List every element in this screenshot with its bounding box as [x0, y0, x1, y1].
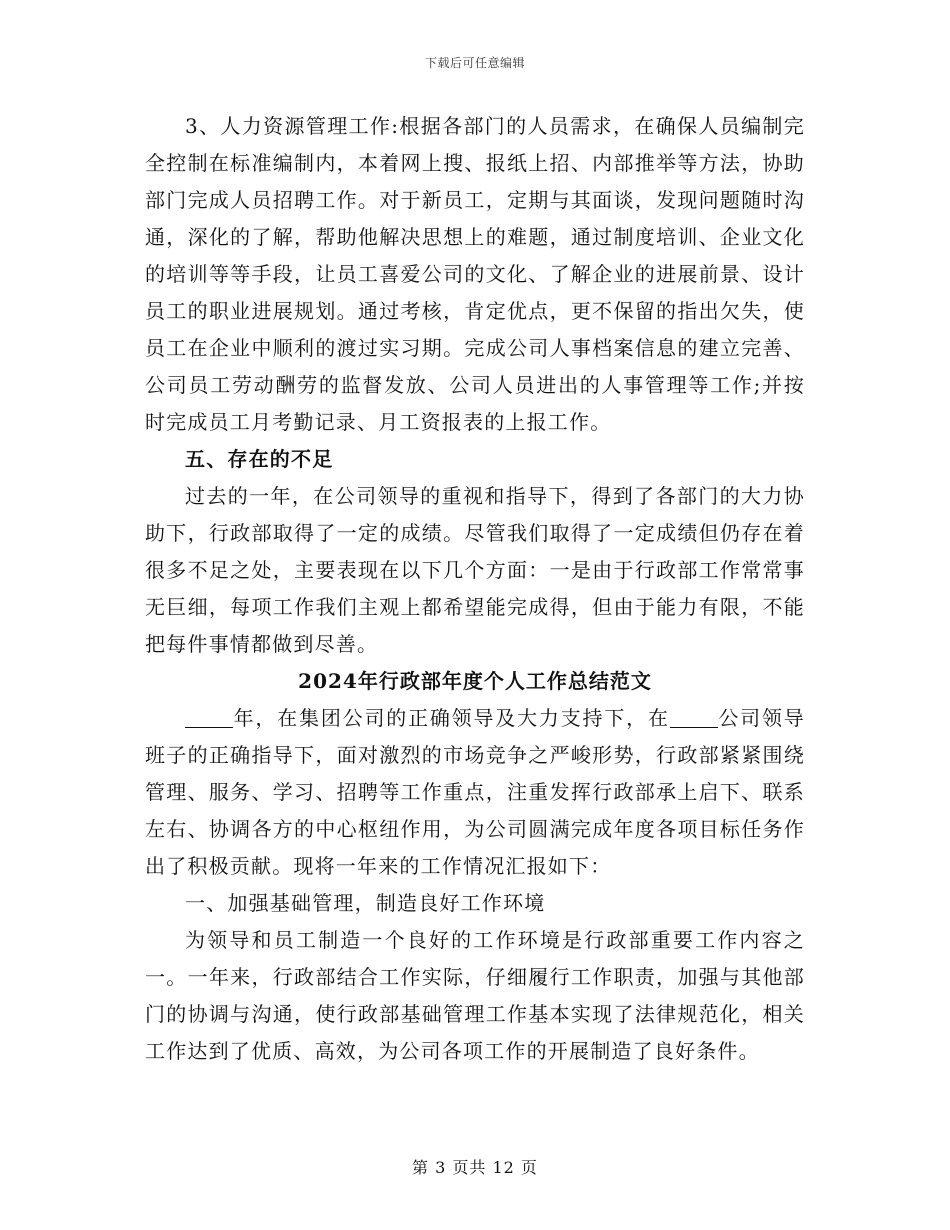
- paragraph-hr-management: 3、人力资源管理工作:根据各部门的人员需求，在确保人员编制完全控制在标准编制内，本着网上搜、报纸上招、内部推举等方法，协助部门完成人员招聘工作。对于新员工，定期与其面谈，发现问题随时沟通，深化的了解，帮助他解决思想上的难题，通过制度培训、企业文化的培训等等手段，让员工喜爱公司的文化、了解企业的进展前景、设计员工的职业进展规划。通过考核，肯定优点，更不保留的指出欠失，使员工在企业中顺利的渡过实习期。完成公司人事档案信息的建立完善、公司员工劳动酬劳的监督发放、公司人员进出的人事管理等工作;并按时完成员工月考勤记录、月工资报表的上报工作。: [145, 114, 805, 434]
- sub-heading-basic-management: 一、加强基础管理，制造良好工作环境: [185, 891, 546, 915]
- document-body: [145, 108, 805, 1070]
- section-heading-shortcomings: 五、存在的不足: [185, 447, 334, 471]
- paragraph-basic-management: 为领导和员工制造一个良好的工作环境是行政部重要工作内容之一。一年来，行政部结合工作实际，仔细履行工作职责，加强与其他部门的协调与沟通，使行政部基础管理工作基本实现了法律规范化，相关工作达到了优质、高效，为公司各项工作的开展制造了良好条件。: [145, 928, 805, 1063]
- header-note: 下载后可任意编辑: [424, 56, 525, 70]
- blank-underline: [185, 707, 233, 728]
- intro-text-part1: 年，在集团公司的正确领导及大力支持下，在: [233, 706, 670, 730]
- intro-text-part2: 公司领导班子的正确指导下，面对激烈的市场竞争之严峻形势，行政部紧紧围绕管理、服务、学习、招聘等工作重点，注重发挥行政部承上启下、联系左右、协调各方的中心枢纽作用，为公司圆满完成年度各项目标任务作出了积极贡献。现将一年来的工作情况汇报如下：: [145, 706, 805, 878]
- article-title: 2024年行政部年度个人工作总结范文: [298, 669, 652, 693]
- paragraph-shortcomings: 过去的一年，在公司领导的重视和指导下，得到了各部门的大力协助下，行政部取得了一定的成绩。尽管我们取得了一定成绩但仍存在着很多不足之处，主要表现在以下几个方面：一是由于行政部工作常常事无巨细，每项工作我们主观上都希望能完成得，但由于能力有限，不能把每件事情都做到尽善。: [145, 484, 805, 656]
- paragraph-intro: [145, 700, 805, 885]
- page-number: 第 3 页共 12 页: [412, 1158, 538, 1177]
- blank-underline: [670, 707, 718, 728]
